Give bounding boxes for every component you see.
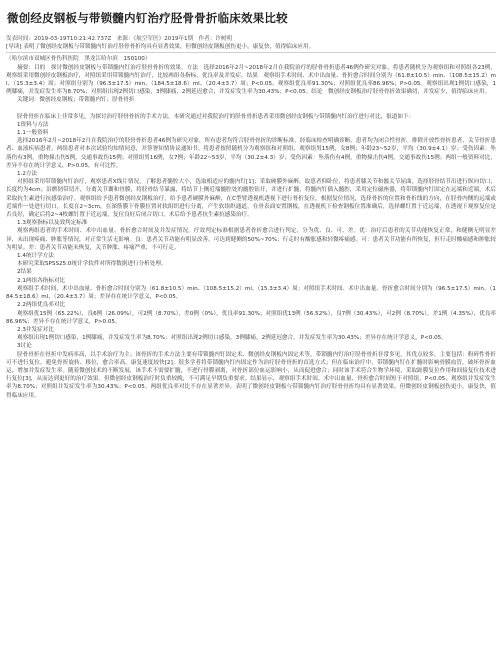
subsection-heading: 1.3观察指标以及效判定标准 bbox=[17, 220, 88, 227]
paragraph-statistics: 本研究采取SPSS25.0统计学软件对所得数据进行分析处理。 bbox=[17, 261, 167, 268]
article-author: 作者：许树明 bbox=[198, 36, 233, 42]
subsection-heading: 1.1一般资料 bbox=[17, 130, 49, 137]
paragraph-indicators: 观察组手术时间、术中出血量、骨折愈合时间分别为（61.8±10.5）min、（108.5±15.2）ml、（15.3±3.4）周；对照组手术时间、术中出血量、骨折愈合时间分别为（96.5±17.5）min、（184.5±18.6）ml、（20.4±3.7）周；差异存在统计学意义，P<0.05。 bbox=[6, 285, 496, 301]
spacer bbox=[6, 105, 496, 113]
subsection-heading: 1.4统计学方法 bbox=[17, 253, 54, 260]
subsection-heading: 2.3并发症对比 bbox=[17, 326, 54, 333]
paragraph-discussion: 胫骨骨折在骨折中发病率高，以手术治疗为主；该骨折的手术方法主要有带锁髓内钉固定术、微创经皮钢板内固定术等，带锁髓内钉治疗胫骨骨折非常多见，其优点较多，主要包括：粉碎性骨折可不进行复位，避免骨折旋转、移位，愈合率高，康复速度较快[2]；很多学者将带锁髓内钉内固定作为治疗胫骨骨折的首选方式；但在临床治疗中，带锁髓内钉在扩髓时影响骨膜血管，破坏骨折血运，增加并发症发生率。随着微创技术的不断发展，该手术不需要扩髓，不进行骨膜剥离，对骨折部位血运影响小，从而促进愈合；同时该手术符合生物学环境，采取趾膜复位作用和间接复位技术进行复位[3]，从而达到更好的治疗效果。但微创经皮钢板治疗时负重较晚，不可满足早期负重要求。结果显示，观察组手术时间、术中出血量、骨折愈合时间短于对照组，P<0.05，观察组并发症发生率为8.70%；对照组并发症发生率为30.43%；P<0.05。两组优良率对比不存在显著差异。表明了微创经皮钢板与带锁髓内钉治疗胫骨骨折均具有显著效果，但微创经皮钢板创伤更小，康复快，值得临床应用。 bbox=[6, 351, 496, 399]
article-source: 来源：《航空军医》2019年1期 bbox=[116, 36, 194, 42]
article-title: 微创经皮钢板与带锁髓内钉治疗胫骨骨折临床效果比较 bbox=[7, 11, 288, 25]
paragraph-complications: 观察组出现1例切口感染，1例膝痛，并发症发生率为8.70%；对照组出现2例切口感染，3例膝痛，2例延迟愈合，并发症发生率为30.43%；差异存在统计学意义，P<0.05。 bbox=[17, 335, 447, 342]
affiliation: （哈尔滨市双城区骨伤科医院 黑龙江哈尔滨 150100） bbox=[6, 56, 151, 63]
subsection-heading: 2.1两组各指标对比 bbox=[17, 277, 66, 284]
intro-paragraph: 胫骨骨折在临床上非常多见，为探讨治疗胫骨骨折的手术方法，本研究通过对我院治疗的胫骨骨折患者采用微创经皮钢板与带锁髓内钉治疗进行对比，报道如下： bbox=[17, 113, 415, 120]
subsection-heading: 1.2方法 bbox=[17, 171, 38, 178]
publish-date: 发表时间：2019-03-19T10:21:42.737Z bbox=[6, 36, 112, 42]
paragraph-criteria: 观察两组患者的手术时间、术中出血量、骨折愈合时间及并发症情况。疗效判定标准根据患者骨折愈合进行判定，分为优、良、可、差。优：治疗后患者的关节功能恢复正常，和健侧无明显差异，未出现疼痛、肿胀等情况，对正常生活无影响。良：患者关节功能有明显改善，可达到健侧的50%~70%；行走时有酸胀感和轻微疼痛感。可：患者关节功能有所恢复，但行走时酸痛感和肿胀较为明显。差：患者关节功能未恢复，关节肿胀、疼痛严重，不可行走。 bbox=[6, 228, 496, 251]
article-meta bbox=[6, 35, 496, 43]
divider bbox=[6, 52, 496, 53]
paragraph-methods: 对照组采用带锁髓内钉治疗，观察患者X线片情况，了解患者髓腔大小，选取相适应的髓内钉[1]；采取硬膜外麻醉，取患者仰卧位，将患者膝关节和髋关节屈曲，选择胫骨结节出进行纵向切口，长度约为4cm；沿髌韧带切开，分离关节囊和骨膜，将胫骨结节暴露，将结节上侧近端髓腔处的髓腔钻开，并进行扩髓，将髓内钉插入髓腔，采用定位磁座器，将带锁髓内钉固定在远端和近端，术后采取抗生素进行抗感染治疗。观察组给予患者微创经皮钢板治疗，给予患者硬膜外麻醉，在C型臂透视机透视下进行骨折复位，根据复位情况，选择骨折的位置和骨折线的方向，在胫骨内侧的远端或近端作一处进行切口，长度在2~3cm，在深筋膜下骨膜位置对软组织进行分离，产生软组织通道，在骨表面安置钢板，在透视机下检查钢板位置准确后，选择螺钉置于近远端，在透视下观察复位是否良好，确定后将2~4枚螺钉置于近远端，复位良好后闭合切口。术后给予患者抗生素抗感染治疗。 bbox=[6, 179, 496, 219]
section-heading: 3讨论 bbox=[17, 343, 32, 350]
subsection-heading: 2.2两组优良率对比 bbox=[17, 302, 66, 309]
section-heading: 1资料与方法 bbox=[17, 121, 49, 128]
keywords: 关键词：微创经皮钢板；带锁髓内钉；胫骨骨折 bbox=[17, 97, 135, 104]
article-guide: [导读] 表明了微创经皮钢板与带锁髓内钉治疗胫骨骨折均具有显著效果，但微创经皮钢板创伤更小，康复快，值得临床应用。 bbox=[6, 44, 315, 51]
paragraph-general-data: 选择2016年2月~2018年2月在我院治疗的胫骨骨折患者46例为研究对象，所有患者均符合胫骨骨折的诊断标准，经临床检查明确诊断。患者均为闭合性骨折。排除开放性骨折患者、关节骨折患者、血液疾病患者。两组患者对本次试验均知情同意，并签署知情协议通知书。将患者按照随机分为观察组和对照组，观察组男15例，女8例；年龄23~52岁，平均（30.9±4.1）岁；受伤因素：坠落伤有3例，重物撞击伤5例，交通事故伤15例；对照组男16例，女7例；年龄22~53岁，平均（30.2±4.3）岁；受伤因素：坠落伤有4例，重物撞击伤4例，交通事故伤15例；两组一般资料对比，差异不存在统计学意义，P>0.05，有可比性。 bbox=[6, 138, 496, 169]
section-heading: 2结果 bbox=[17, 269, 32, 276]
abstract: 摘要：目的 探讨微创经皮钢板与带锁髓内钉治疗胫骨骨折的效果。方法 选择2016年2月~2018年2月在我院治疗的胫骨骨折患者46例作研究对象，将患者随机分为观察组和对照组各23例，观察组采用微创经皮钢板治疗，对照组采用带锁髓内钉治疗，比较两组各指标、优良率及并发症。结果 观察组手术时间、术中出血量、骨折愈合时间分别为（61.8±10.5）min、（108.5±15.2）ml、（15.3±3.4）周；对照组分别为（96.5±17.5）min、（184.5±18.6）ml、（20.4±3.7）周；P<0.05。观察组优良率91.30%；对照组优良率86.96%；P>0.05。观察组出现1例切口感染，1例膝痛，并发症发生率为8.70%；对照组出现2例切口感染，3例膝痛，2例延迟愈合，并发症发生率为30.43%；P<0.05。结论 微创经皮钢板治疗胫骨骨折效果确切，并发症少，值得临床应用。 bbox=[6, 64, 496, 96]
paragraph-efficacy: 观察组优15例（65.22%），良6例（26.09%），可2例（8.70%），差0例（0%），优良率91.30%；对照组优13例（56.52%），良7例（30.43%），可2例（8.70%），差1例（4.35%），优良率86.96%；差异不存在统计学意义，P>0.05。 bbox=[6, 310, 496, 325]
